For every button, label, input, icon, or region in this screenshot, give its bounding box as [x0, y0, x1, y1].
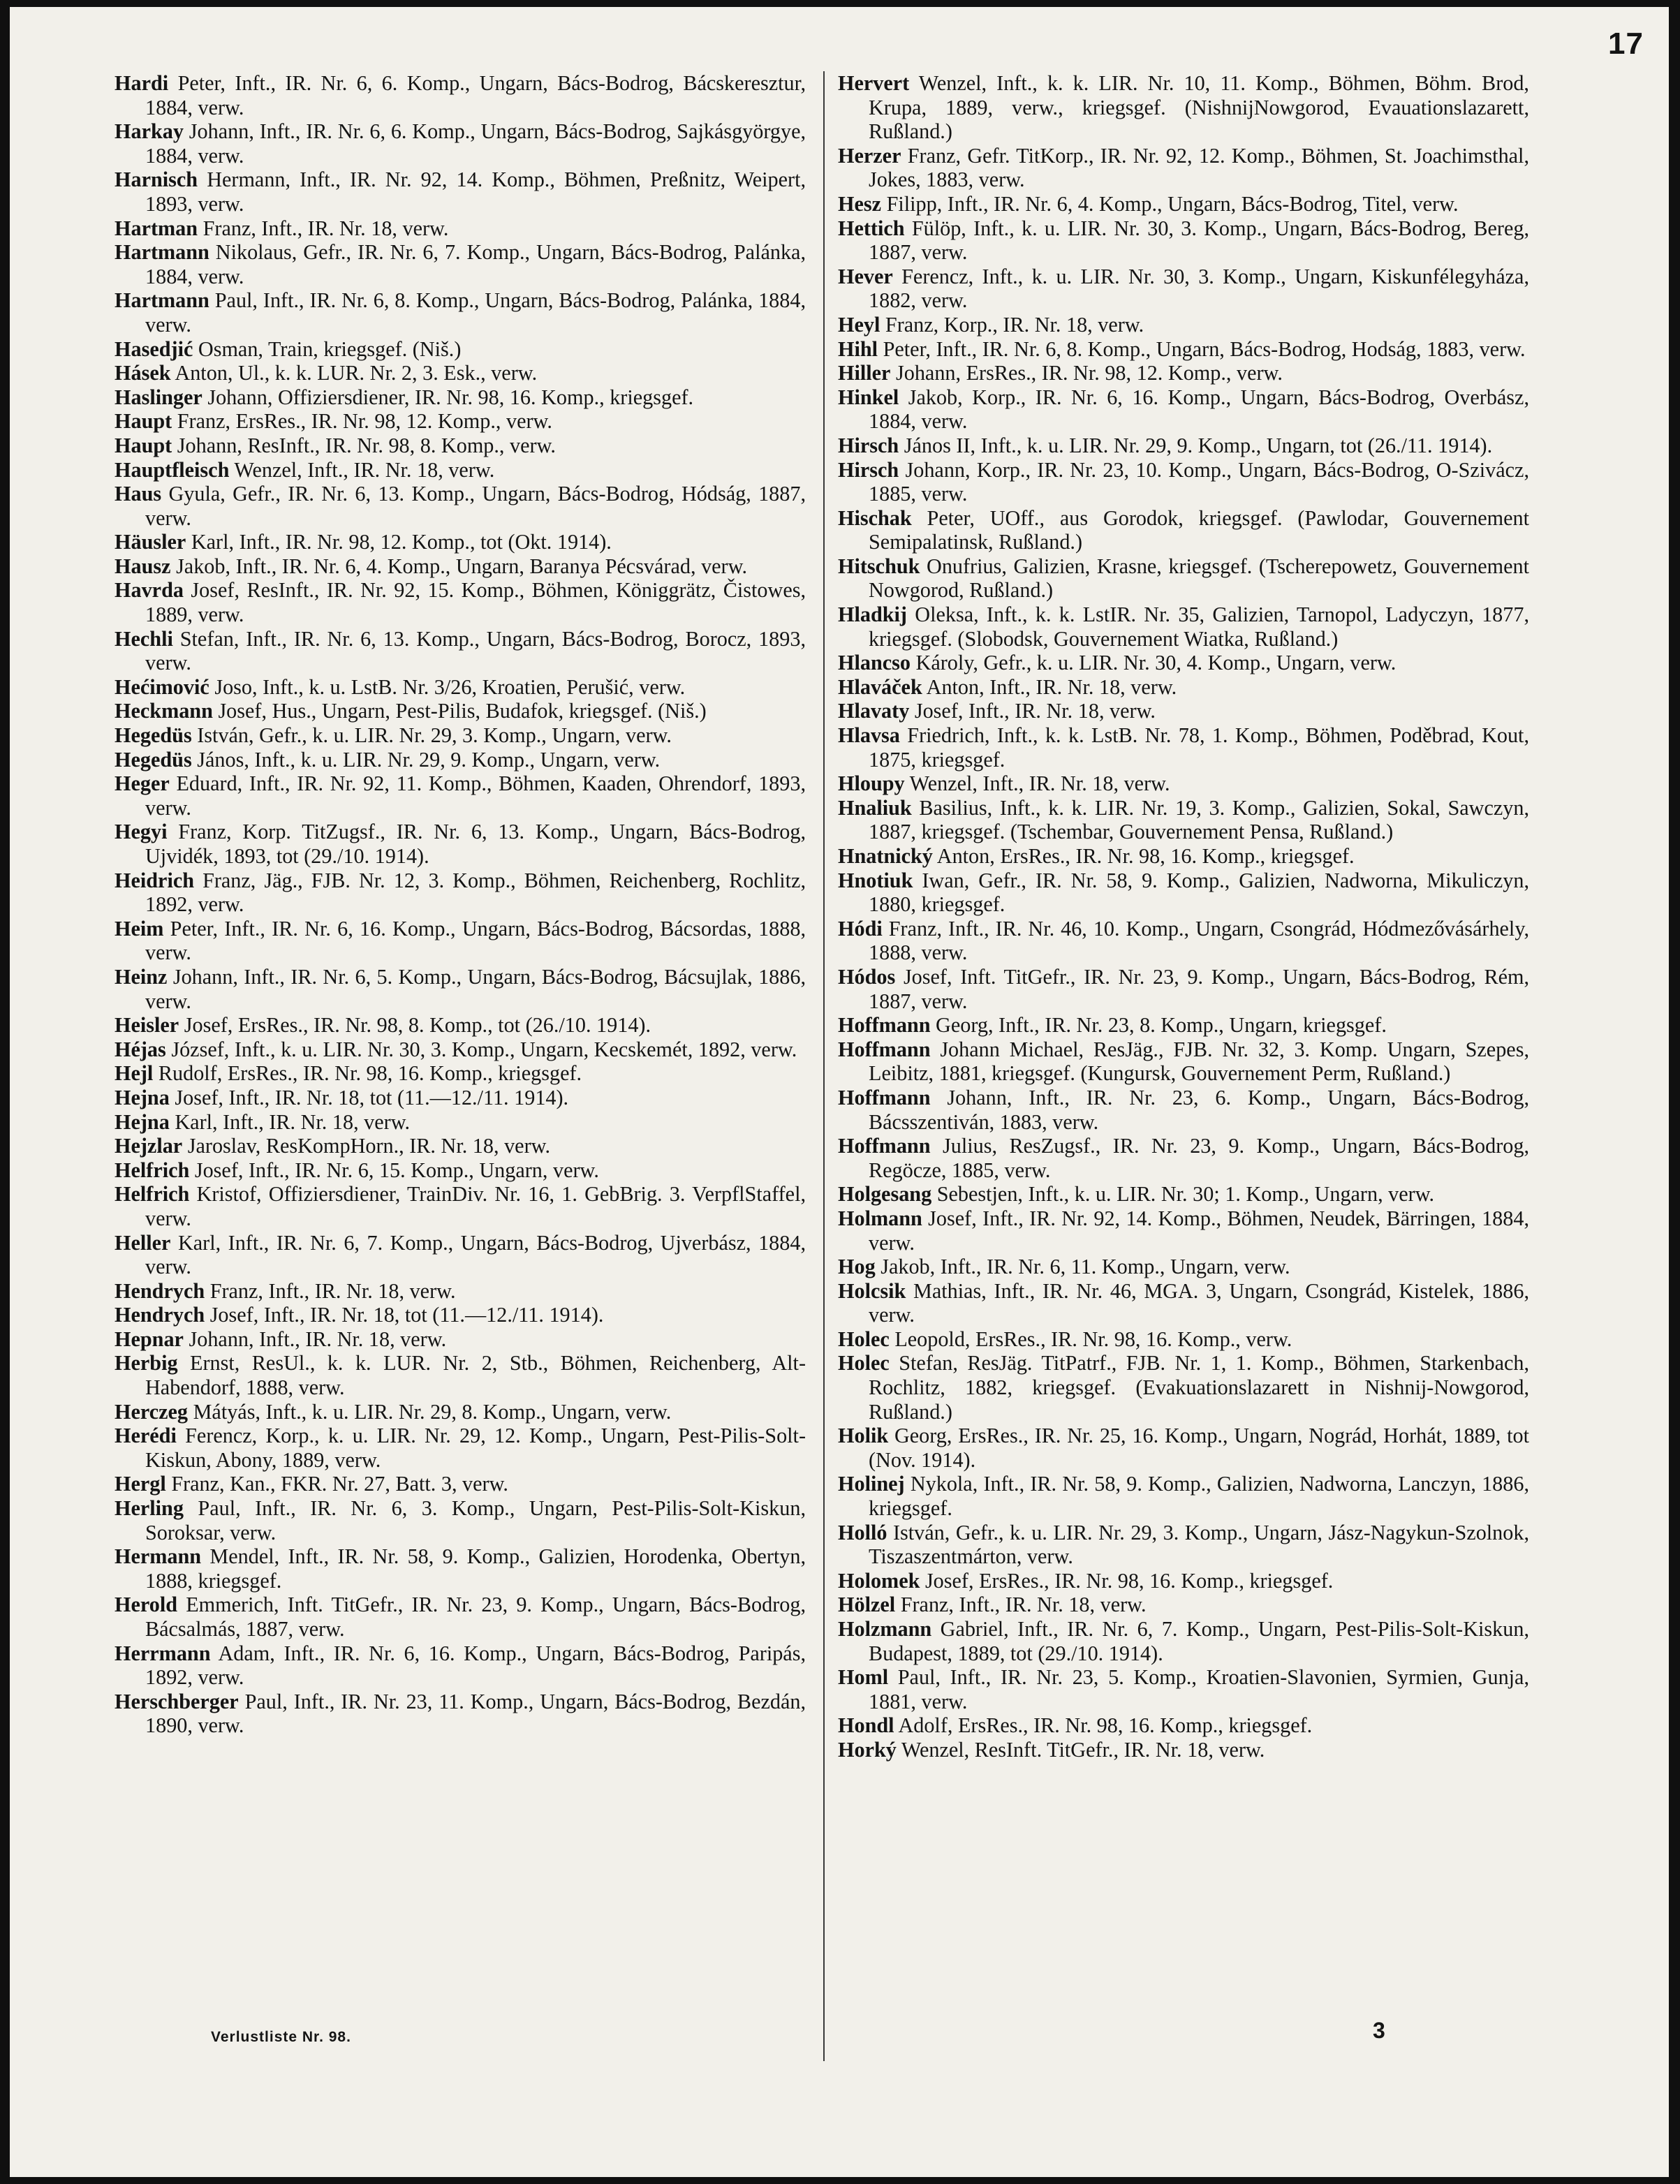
entry-details: Wenzel, Inft., IR. Nr. 18, verw.	[234, 457, 495, 482]
casualty-entry	[838, 1038, 1529, 1086]
surname: Hiller	[838, 361, 891, 385]
casualty-entry	[838, 385, 1529, 434]
casualty-entry	[115, 1424, 806, 1472]
casualty-entry	[115, 1158, 806, 1183]
right-column	[838, 71, 1529, 1762]
casualty-entry	[838, 192, 1529, 216]
casualty-entry	[115, 1061, 806, 1086]
surname: Hnotiuk	[838, 868, 913, 892]
casualty-entry	[838, 1255, 1529, 1279]
casualty-entry	[838, 1351, 1529, 1424]
surname: Heinz	[115, 964, 168, 989]
entry-details: Johann, ErsRes., IR. Nr. 98, 12. Komp., verw.	[896, 361, 1283, 385]
casualty-entry	[838, 313, 1529, 337]
entry-details: Peter, Inft., IR. Nr. 6, 8. Komp., Ungarn, Bács-Bodrog, Hodság, 1883, verw.	[883, 337, 1526, 361]
casualty-entry	[115, 723, 806, 748]
entry-details: Nykola, Inft., IR. Nr. 58, 9. Komp., Galizien, Nadworna, Lanczyn, 1886, kriegsgef.	[869, 1472, 1530, 1521]
casualty-entry	[838, 434, 1529, 458]
surname: Haupt	[115, 433, 172, 457]
surname: Hećimović	[115, 674, 209, 699]
entry-details: Johann, Offiziersdiener, IR. Nr. 98, 16. Komp., kriegsgef.	[207, 385, 694, 409]
casualty-entry	[115, 1544, 806, 1593]
surname: Holec	[838, 1351, 890, 1375]
casualty-entry	[115, 1303, 806, 1327]
entry-details: Mendel, Inft., IR. Nr. 58, 9. Komp., Galizien, Horodenka, Obertyn, 1888, kriegsgef.	[145, 1544, 806, 1593]
casualty-entry	[838, 144, 1529, 192]
entry-details: Fülöp, Inft., k. u. LIR. Nr. 30, 3. Komp., Ungarn, Bács-Bodrog, Bereg, 1887, verw.	[869, 216, 1530, 265]
surname: Hirsch	[838, 433, 899, 457]
surname: Hepnar	[115, 1327, 184, 1351]
entry-details: Hermann, Inft., IR. Nr. 92, 14. Komp., Böhmen, Preßnitz, Weipert, 1893, verw.	[145, 168, 806, 216]
surname: Hejzlar	[115, 1134, 183, 1158]
casualty-entry	[115, 772, 806, 820]
sheet-signature: 3	[1373, 2018, 1385, 2043]
entry-details: Gyula, Gefr., IR. Nr. 6, 13. Komp., Ungarn, Bács-Bodrog, Hódság, 1887, verw.	[145, 482, 806, 530]
casualty-entry	[838, 1327, 1529, 1352]
casualty-entry	[115, 1593, 806, 1641]
entry-details: Nikolaus, Gefr., IR. Nr. 6, 7. Komp., Ungarn, Bács-Bodrog, Palánka, 1884, verw.	[145, 240, 806, 288]
entry-details: Johann, Inft., IR. Nr. 23, 6. Komp., Ungarn, Bács-Bodrog, Bácsszentiván, 1883, verw.	[869, 1085, 1530, 1134]
surname: Herczeg	[115, 1399, 189, 1424]
surname: Holcsik	[838, 1278, 906, 1303]
casualty-entry	[115, 530, 806, 554]
entry-details: József, Inft., k. u. LIR. Nr. 30, 3. Komp., Ungarn, Kecskemét, 1892, verw.	[171, 1037, 797, 1061]
casualty-entry	[115, 361, 806, 385]
casualty-entry	[838, 723, 1529, 772]
surname: Holmann	[838, 1206, 922, 1230]
surname: Hloupy	[838, 772, 905, 796]
entry-details: Gabriel, Inft., IR. Nr. 6, 7. Komp., Ungarn, Pest-Pilis-Solt-Kiskun, Budapest, 1889, tot (29./10. 1914).	[869, 1617, 1529, 1665]
casualty-entry	[115, 578, 806, 626]
surname: Helfrich	[115, 1182, 190, 1207]
entry-details: Franz, Korp., IR. Nr. 18, verw.	[885, 312, 1144, 337]
casualty-entry	[115, 1641, 806, 1690]
entry-details: Peter, Inft., IR. Nr. 6, 6. Komp., Ungarn, Bács-Bodrog, Bácskeresztur, 1884, verw.	[145, 71, 806, 119]
entry-details: Adam, Inft., IR. Nr. 6, 16. Komp., Ungarn, Bács-Bodrog, Paripás, 1892, verw.	[145, 1641, 806, 1690]
casualty-entry	[838, 265, 1529, 313]
entry-details: Paul, Inft., IR. Nr. 6, 8. Komp., Ungarn, Bács-Bodrog, Palánka, 1884, verw.	[145, 288, 806, 337]
left-column	[115, 71, 806, 1738]
casualty-entry	[115, 288, 806, 337]
casualty-entry	[838, 1013, 1529, 1038]
casualty-entry	[115, 1327, 806, 1352]
surname: Herédi	[115, 1424, 177, 1448]
surname: Heller	[115, 1230, 171, 1255]
surname: Hejl	[115, 1061, 154, 1086]
entry-details: Ernst, ResUl., k. k. LUR. Nr. 2, Stb., Böhmen, Reichenberg, Alt-Habendorf, 1888, verw.	[145, 1351, 806, 1400]
surname: Hlancso	[838, 651, 911, 675]
casualty-entry	[838, 1472, 1529, 1520]
casualty-entry	[115, 1134, 806, 1158]
casualty-entry	[115, 1038, 806, 1062]
casualty-entry	[115, 965, 806, 1013]
surname: Herling	[115, 1496, 184, 1521]
surname: Hnatnický	[838, 844, 933, 868]
surname: Hladkij	[838, 603, 907, 627]
entry-details: Oleksa, Inft., k. k. LstIR. Nr. 35, Galizien, Tarnopol, Ladyczyn, 1877, kriegsgef. (Slobodsk, Gouvernement Wiatka, Rußland.)	[869, 603, 1529, 651]
surname: Hnaliuk	[838, 795, 912, 820]
surname: Holinej	[838, 1472, 905, 1496]
surname: Hódi	[838, 916, 883, 940]
surname: Havrda	[115, 578, 184, 603]
entry-details: Johann, Inft., IR. Nr. 6, 6. Komp., Ungarn, Bács-Bodrog, Sajkásgyörgye, 1884, verw.	[145, 119, 806, 168]
entry-details: Josef, Inft., IR. Nr. 92, 14. Komp., Böhmen, Neudek, Bärringen, 1884, verw.	[869, 1206, 1530, 1255]
entry-details: Franz, Inft., IR. Nr. 18, verw.	[209, 1278, 456, 1303]
surname: Hog	[838, 1255, 876, 1279]
entry-details: Peter, Inft., IR. Nr. 6, 16. Komp., Ungarn, Bács-Bodrog, Bácsordas, 1888, verw.	[145, 916, 806, 965]
casualty-entry	[115, 240, 806, 288]
surname: Herbig	[115, 1351, 178, 1375]
casualty-entry	[838, 1713, 1529, 1738]
entry-details: Filipp, Inft., IR. Nr. 6, 4. Komp., Ungarn, Bács-Bodrog, Titel, verw.	[886, 191, 1459, 216]
surname: Hegyi	[115, 820, 168, 844]
entry-details: Stefan, Inft., IR. Nr. 6, 13. Komp., Ungarn, Bács-Bodrog, Borocz, 1893, verw.	[145, 626, 806, 675]
entry-details: Josef, ErsRes., IR. Nr. 98, 16. Komp., kriegsgef.	[924, 1568, 1334, 1593]
surname: Hirsch	[838, 457, 899, 482]
surname: Herold	[115, 1593, 178, 1617]
column-divider	[823, 71, 825, 2061]
list-label: Verlustliste Nr. 98.	[211, 2029, 351, 2045]
surname: Hölzel	[838, 1593, 896, 1617]
casualty-entry	[115, 748, 806, 772]
casualty-entry	[838, 1569, 1529, 1593]
casualty-entry	[838, 1665, 1529, 1713]
surname: Hervert	[838, 71, 910, 95]
entry-details: Franz, Jäg., FJB. Nr. 12, 3. Komp., Böhmen, Reichenberg, Rochlitz, 1892, verw.	[145, 868, 806, 917]
surname: Hegedüs	[115, 747, 192, 772]
entry-details: Wenzel, ResInft. TitGefr., IR. Nr. 18, verw.	[901, 1737, 1265, 1762]
casualty-entry	[838, 71, 1529, 144]
entry-details: Franz, Inft., IR. Nr. 18, verw.	[900, 1593, 1147, 1617]
surname: Harkay	[115, 119, 184, 144]
surname: Hendrych	[115, 1303, 205, 1327]
entry-details: Julius, ResZugsf., IR. Nr. 23, 9. Komp., Ungarn, Bács-Bodrog, Regöcze, 1885, verw.	[869, 1134, 1529, 1182]
entry-details: Franz, Gefr. TitKorp., IR. Nr. 92, 12. Komp., Böhmen, St. Joachimsthal, Jokes, 1883, verw.	[869, 143, 1529, 192]
entry-details: Josef, Inft. TitGefr., IR. Nr. 23, 9. Komp., Ungarn, Bács-Bodrog, Rém, 1887, verw.	[869, 964, 1530, 1013]
entry-details: Jaroslav, ResKompHorn., IR. Nr. 18, verw.	[187, 1134, 551, 1158]
surname: Hardi	[115, 71, 169, 95]
casualty-entry	[838, 1424, 1529, 1472]
surname: Harnisch	[115, 168, 198, 192]
entry-details: Josef, Inft., IR. Nr. 18, tot (11.—12./11. 1914).	[175, 1085, 569, 1109]
surname: Holec	[838, 1327, 890, 1351]
entry-details: Mathias, Inft., IR. Nr. 46, MGA. 3, Ungarn, Csongrád, Kistelek, 1886, verw.	[869, 1278, 1530, 1327]
entry-details: Anton, ErsRes., IR. Nr. 98, 16. Komp., kriegsgef.	[936, 844, 1355, 868]
casualty-entry	[115, 1472, 806, 1496]
surname: Hechli	[115, 626, 173, 651]
surname: Hlavsa	[838, 723, 900, 748]
surname: Hoffmann	[838, 1013, 931, 1038]
entry-details: Joso, Inft., k. u. LstB. Nr. 3/26, Kroatien, Perušić, verw.	[214, 674, 686, 699]
surname: Hlavaty	[838, 699, 910, 723]
surname: Hischak	[838, 506, 912, 530]
entry-details: István, Gefr., k. u. LIR. Nr. 29, 3. Komp., Ungarn, verw.	[197, 723, 672, 748]
casualty-entry	[115, 1400, 806, 1424]
surname: Helfrich	[115, 1158, 190, 1182]
surname: Häusler	[115, 530, 186, 554]
entry-details: Josef, ErsRes., IR. Nr. 98, 8. Komp., tot (26./10. 1914).	[184, 1013, 651, 1038]
entry-details: Wenzel, Inft., k. k. LIR. Nr. 10, 11. Komp., Böhmen, Böhm. Brod, Krupa, 1889, verw., kriegsgef. (NishnijNowgorod, Evauationslazarett, Rußland.)	[869, 71, 1529, 144]
surname: Hegedüs	[115, 723, 192, 748]
document-page	[10, 7, 1669, 2177]
entry-details: Franz, Inft., IR. Nr. 18, verw.	[202, 216, 449, 240]
casualty-entry	[838, 844, 1529, 869]
casualty-entry	[838, 603, 1529, 651]
casualty-entry	[115, 458, 806, 482]
entry-details: Josef, Inft., IR. Nr. 18, tot (11.—12./11. 1914).	[209, 1303, 604, 1327]
entry-details: Franz, ErsRes., IR. Nr. 98, 12. Komp., verw.	[177, 409, 552, 434]
entry-details: Sebestjen, Inft., k. u. LIR. Nr. 30; 1. Komp., Ungarn, verw.	[936, 1182, 1435, 1207]
entry-details: Károly, Gefr., k. u. LIR. Nr. 30, 4. Komp., Ungarn, verw.	[915, 651, 1397, 675]
casualty-entry	[838, 554, 1529, 603]
surname: Heisler	[115, 1013, 179, 1038]
surname: Holgesang	[838, 1182, 932, 1207]
entry-details: Osman, Train, kriegsgef. (Niš.)	[198, 337, 462, 361]
entry-details: Paul, Inft., IR. Nr. 23, 11. Komp., Ungarn, Bács-Bodrog, Bezdán, 1890, verw.	[145, 1689, 806, 1738]
surname: Hódos	[838, 964, 896, 989]
casualty-entry	[838, 796, 1529, 844]
surname: Holló	[838, 1520, 887, 1544]
surname: Hoffmann	[838, 1085, 931, 1109]
surname: Hartman	[115, 216, 198, 240]
casualty-entry	[838, 1086, 1529, 1134]
casualty-entry	[838, 1207, 1529, 1255]
casualty-entry	[838, 699, 1529, 723]
surname: Hever	[838, 264, 893, 288]
surname: Holik	[838, 1424, 889, 1448]
casualty-entry	[115, 409, 806, 434]
casualty-entry	[115, 1351, 806, 1399]
casualty-entry	[115, 1496, 806, 1544]
entry-details: Johann, Inft., IR. Nr. 6, 5. Komp., Ungarn, Bács-Bodrog, Bácsujlak, 1886, verw.	[145, 964, 806, 1013]
surname: Hauptfleisch	[115, 457, 230, 482]
entry-details: Paul, Inft., IR. Nr. 6, 3. Komp., Ungarn, Pest-Pilis-Solt-Kiskun, Soroksar, verw.	[145, 1496, 806, 1544]
surname: Hihl	[838, 337, 878, 361]
entry-details: Wenzel, Inft., IR. Nr. 18, verw.	[909, 772, 1170, 796]
casualty-entry	[115, 216, 806, 241]
casualty-entry	[838, 1617, 1529, 1665]
surname: Hesz	[838, 191, 882, 216]
casualty-entry	[115, 385, 806, 410]
entry-details: Kristof, Offiziersdiener, TrainDiv. Nr. 16, 1. GebBrig. 3. VerpflStaffel, verw.	[145, 1182, 806, 1230]
surname: Hermann	[115, 1544, 202, 1569]
casualty-entry	[115, 627, 806, 675]
surname: Haus	[115, 482, 162, 506]
casualty-entry	[115, 1086, 806, 1110]
surname: Heckmann	[115, 699, 213, 723]
entry-details: Franz, Inft., IR. Nr. 46, 10. Komp., Ungarn, Csongrád, Hódmezővásárhely, 1888, verw.	[869, 916, 1529, 965]
casualty-entry	[115, 554, 806, 579]
entry-details: Ferencz, Inft., k. u. LIR. Nr. 30, 3. Komp., Ungarn, Kiskunfélegyháza, 1882, verw.	[869, 264, 1529, 313]
entry-details: Josef, ResInft., IR. Nr. 92, 15. Komp., Böhmen, Königgrätz, Čistowes, 1889, verw.	[145, 578, 806, 627]
surname: Hásek	[115, 361, 171, 385]
page-number: 17	[1608, 27, 1644, 61]
casualty-entry	[115, 1013, 806, 1038]
surname: Haupt	[115, 409, 172, 434]
casualty-entry	[115, 71, 806, 119]
entry-details: Adolf, ErsRes., IR. Nr. 98, 16. Komp., kriegsgef.	[898, 1713, 1313, 1738]
entry-details: Jakob, Inft., IR. Nr. 6, 11. Komp., Ungarn, verw.	[880, 1255, 1290, 1279]
entry-details: Peter, UOff., aus Gorodok, kriegsgef. (Pawlodar, Gouvernement Semipalatinsk, Rußland.)	[869, 506, 1530, 554]
entry-details: Johann, Korp., IR. Nr. 23, 10. Komp., Ungarn, Bács-Bodrog, O-Szivácz, 1885, verw.	[869, 457, 1530, 506]
casualty-entry	[838, 361, 1529, 385]
surname: Herrmann	[115, 1641, 211, 1665]
entry-details: Anton, Inft., IR. Nr. 18, verw.	[926, 674, 1177, 699]
entry-details: Leopold, ErsRes., IR. Nr. 98, 16. Komp., verw.	[894, 1327, 1292, 1351]
surname: Hoffmann	[838, 1037, 931, 1061]
entry-details: Friedrich, Inft., k. k. LstB. Nr. 78, 1. Komp., Böhmen, Poděbrad, Kout, 1875, kriegsgef.	[869, 723, 1529, 772]
surname: Hergl	[115, 1472, 166, 1496]
entry-details: Jakob, Korp., IR. Nr. 6, 16. Komp., Ungarn, Bács-Bodrog, Overbász, 1884, verw.	[869, 385, 1530, 434]
entry-details: Karl, Inft., IR. Nr. 98, 12. Komp., tot (Okt. 1914).	[191, 530, 612, 554]
casualty-entry	[838, 917, 1529, 965]
casualty-entry	[115, 1690, 806, 1738]
surname: Herschberger	[115, 1689, 239, 1713]
entry-details: Franz, Kan., FKR. Nr. 27, Batt. 3, verw.	[171, 1472, 508, 1496]
entry-details: Basilius, Inft., k. k. LIR. Nr. 19, 3. Komp., Galizien, Sokal, Sawczyn, 1887, kriegsgef. (Tschembar, Gouvernement Pensa, Rußland.)	[869, 795, 1530, 844]
casualty-entry	[115, 699, 806, 723]
casualty-entry	[115, 1182, 806, 1230]
entry-details: Iwan, Gefr., IR. Nr. 58, 9. Komp., Galizien, Nadworna, Mikuliczyn, 1880, kriegsgef.	[869, 868, 1529, 917]
surname: Héjas	[115, 1037, 166, 1061]
surname: Hendrych	[115, 1278, 205, 1303]
casualty-entry	[838, 651, 1529, 675]
entry-details: Jakob, Inft., IR. Nr. 6, 4. Komp., Ungarn, Baranya Pécsvárad, verw.	[176, 554, 747, 578]
surname: Heim	[115, 916, 164, 940]
entry-details: Georg, Inft., IR. Nr. 23, 8. Komp., Ungarn, kriegsgef.	[936, 1013, 1387, 1038]
casualty-entry	[115, 434, 806, 458]
casualty-entry	[115, 1110, 806, 1135]
surname: Hondl	[838, 1713, 894, 1738]
casualty-entry	[115, 675, 806, 700]
casualty-entry	[838, 675, 1529, 700]
casualty-entry	[115, 1279, 806, 1304]
surname: Herzer	[838, 143, 901, 168]
surname: Hejna	[115, 1109, 170, 1134]
casualty-entry	[838, 1134, 1529, 1182]
casualty-entry	[115, 869, 806, 917]
entry-details: Onufrius, Galizien, Krasne, kriegsgef. (Tscherepowetz, Gouvernement Nowgorod, Rußland.)	[869, 554, 1530, 603]
casualty-entry	[838, 772, 1529, 796]
entry-details: Mátyás, Inft., k. u. LIR. Nr. 29, 8. Komp., Ungarn, verw.	[193, 1399, 672, 1424]
casualty-entry	[838, 1738, 1529, 1762]
surname: Heger	[115, 772, 170, 796]
entry-details: Stefan, ResJäg. TitPatrf., FJB. Nr. 1, 1. Komp., Böhmen, Starkenbach, Rochlitz, 1882, kriegsgef. (Evakuationslazarett in Nishnij-Nowgorod, Rußland.)	[869, 1351, 1530, 1424]
entry-details: Eduard, Inft., IR. Nr. 92, 11. Komp., Böhmen, Kaaden, Ohrendorf, 1893, verw.	[145, 772, 806, 820]
entry-details: Anton, Ul., k. k. LUR. Nr. 2, 3. Esk., verw.	[175, 361, 538, 385]
casualty-entry	[115, 917, 806, 965]
surname: Holzmann	[838, 1617, 932, 1641]
entry-details: Johann, Inft., IR. Nr. 18, verw.	[189, 1327, 447, 1351]
surname: Hinkel	[838, 385, 899, 409]
entry-details: Rudolf, ErsRes., IR. Nr. 98, 16. Komp., kriegsgef.	[158, 1061, 582, 1086]
entry-details: Karl, Inft., IR. Nr. 6, 7. Komp., Ungarn, Bács-Bodrog, Ujverbász, 1884, verw.	[145, 1230, 806, 1279]
casualty-entry	[838, 216, 1529, 265]
surname: Hlaváček	[838, 674, 922, 699]
entry-details: István, Gefr., k. u. LIR. Nr. 29, 3. Komp., Ungarn, Jász-Nagykun-Szolnok, Tiszaszentmárton, verw.	[869, 1520, 1530, 1569]
casualty-entry	[838, 965, 1529, 1013]
entry-details: Josef, Inft., IR. Nr. 18, verw.	[914, 699, 1156, 723]
entry-details: Johann, ResInft., IR. Nr. 98, 8. Komp., verw.	[177, 433, 556, 457]
entry-details: Karl, Inft., IR. Nr. 18, verw.	[175, 1109, 411, 1134]
surname: Heidrich	[115, 868, 195, 892]
casualty-entry	[838, 337, 1529, 362]
entry-details: Ferencz, Korp., k. u. LIR. Nr. 29, 12. Komp., Ungarn, Pest-Pilis-Solt-Kiskun, Abony, 1889, verw.	[145, 1424, 806, 1472]
entry-details: Georg, ErsRes., IR. Nr. 25, 16. Komp., Ungarn, Nográd, Horhát, 1889, tot (Nov. 1914).	[869, 1424, 1530, 1472]
surname: Hitschuk	[838, 554, 920, 578]
entry-details: Josef, Inft., IR. Nr. 6, 15. Komp., Ungarn, verw.	[194, 1158, 599, 1182]
surname: Haslinger	[115, 385, 202, 409]
entry-details: Josef, Hus., Ungarn, Pest-Pilis, Budafok, kriegsgef. (Niš.)	[218, 699, 707, 723]
casualty-entry	[115, 337, 806, 362]
entry-details: János, Inft., k. u. LIR. Nr. 29, 9. Komp., Ungarn, verw.	[197, 747, 661, 772]
surname: Hartmann	[115, 288, 209, 313]
entry-details: János II, Inft., k. u. LIR. Nr. 29, 9. Komp., Ungarn, tot (26./11. 1914).	[904, 433, 1493, 457]
casualty-entry	[115, 168, 806, 216]
surname: Hartmann	[115, 240, 209, 265]
entry-details: Johann Michael, ResJäg., FJB. Nr. 32, 3. Komp. Ungarn, Szepes, Leibitz, 1881, kriegsgef. (Kungursk, Gouvernement Perm, Rußland.)	[869, 1037, 1529, 1086]
casualty-entry	[115, 482, 806, 530]
entry-details: Franz, Korp. TitZugsf., IR. Nr. 6, 13. Komp., Ungarn, Bács-Bodrog, Ujvidék, 1893, tot (29./10. 1914).	[145, 820, 806, 868]
casualty-entry	[838, 458, 1529, 506]
casualty-entry	[838, 1593, 1529, 1617]
surname: Heyl	[838, 312, 880, 337]
surname: Hausz	[115, 554, 171, 578]
casualty-entry	[838, 506, 1529, 554]
surname: Homl	[838, 1665, 889, 1690]
casualty-entry	[838, 1279, 1529, 1327]
surname: Hejna	[115, 1085, 170, 1109]
casualty-entry	[115, 820, 806, 868]
surname: Hettich	[838, 216, 905, 240]
casualty-entry	[838, 1521, 1529, 1569]
surname: Hasedjić	[115, 337, 193, 361]
casualty-entry	[115, 1231, 806, 1279]
entry-details: Emmerich, Inft. TitGefr., IR. Nr. 23, 9. Komp., Ungarn, Bács-Bodrog, Bácsalmás, 1887, verw.	[145, 1593, 806, 1641]
surname: Hoffmann	[838, 1134, 931, 1158]
casualty-entry	[838, 1182, 1529, 1207]
surname: Horký	[838, 1737, 897, 1762]
casualty-entry	[115, 119, 806, 168]
entry-details: Paul, Inft., IR. Nr. 23, 5. Komp., Kroatien-Slavonien, Syrmien, Gunja, 1881, verw.	[869, 1665, 1529, 1713]
casualty-entry	[838, 869, 1529, 917]
surname: Holomek	[838, 1568, 920, 1593]
